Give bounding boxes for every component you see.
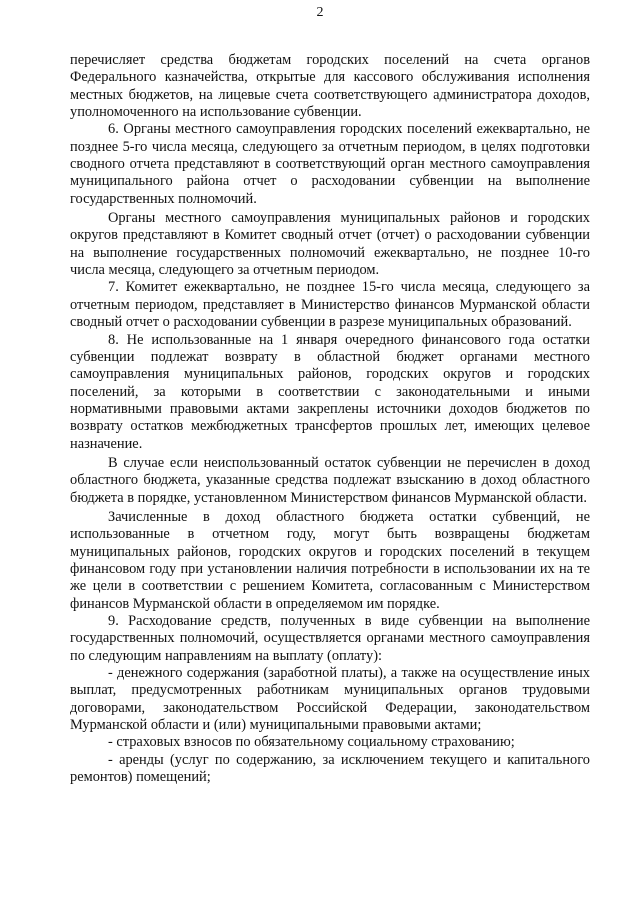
paragraph-returned-balances: Зачисленные в доход областного бюджета остатки субвенций, не использованные в отчетном году, могут быть возвращены бюджетам муниципальных районов, городских округов и городских поселений в текущем финансовом году при установлении наличия потребности в использовании их на те же цели в соответствии с решением Комитета, согласованным с Министерством финансов Мурманской области в определяемом им порядке. xyxy=(70,508,590,612)
paragraph-unused-balance: В случае если неиспользованный остаток субвенции не перечислен в доход областного бюджета, указанные средства подлежат взысканию в доход областного бюджета в порядке, установленном Министерством финансов Мурманской области. xyxy=(70,454,590,506)
paragraph-continuation: перечисляет средства бюджетам городских поселений на счета органов Федерального казначейства, открытые для кассового обслуживания исполнения местных бюджетов, на лицевые счета соответствующего администратора доходов, уполномоченного на использование субвенции. xyxy=(70,52,590,121)
list-item-insurance: - страховых взносов по обязательному социальному страхованию; xyxy=(108,734,515,751)
page-number: 2 xyxy=(316,5,324,20)
paragraph-item-9: 9. Расходование средств, полученных в виде субвенции на выполнение государственных полномочий, осуществляется органами местного самоуправления по следующим направлениям на выплату (оплату): xyxy=(70,613,590,664)
list-item-rent: - аренды (услуг по содержанию, за исключением текущего и капитального ремонтов) помещений; xyxy=(70,751,590,786)
paragraph-item-7: 7. Комитет ежеквартально, не позднее 15-го числа месяца, следующего за отчетным периодом, представляет в Министерство финансов Мурманской области сводный отчет о расходовании субвенции в разрезе муниципальных образований. xyxy=(70,279,590,331)
paragraph-item-6: 6. Органы местного самоуправления городских поселений ежеквартально, не позднее 5-го числа месяца, следующего за отчетным периодом, в целях подготовки сводного отчета представляют в соответствующий орган местного самоуправления муниципального района отчет о расходовании субвенции на выполнение государственных полномочий. xyxy=(70,121,590,207)
document-body xyxy=(70,52,590,786)
paragraph-item-8: 8. Не использованные на 1 января очередного финансового года остатки субвенции подлежат возврату в областной бюджет органами местного самоуправления муниципальных районов, городских округов и городских поселений, за которыми в соответствии с законодательными и иными нормативными правовыми актами закреплены источники доходов бюджетов по возврату остатков межбюджетных трансфертов прошлых лет, имеющих целевое назначение. xyxy=(70,331,590,452)
list-item-salary: - денежного содержания (заработной платы), а также на осуществление иных выплат, предусмотренных работникам муниципальных органов трудовыми договорами, законодательством Российской Федерации, законодательством Мурманской области и (или) муниципальными правовыми актами; xyxy=(70,665,590,734)
paragraph-district-reports: Органы местного самоуправления муниципальных районов и городских округов представляют в Комитет сводный отчет (отчет) о расходовании субвенции на выполнение государственных полномочий ежеквартально, не позднее 10-го числа месяца, следующего за отчетным периодом. xyxy=(70,210,590,279)
